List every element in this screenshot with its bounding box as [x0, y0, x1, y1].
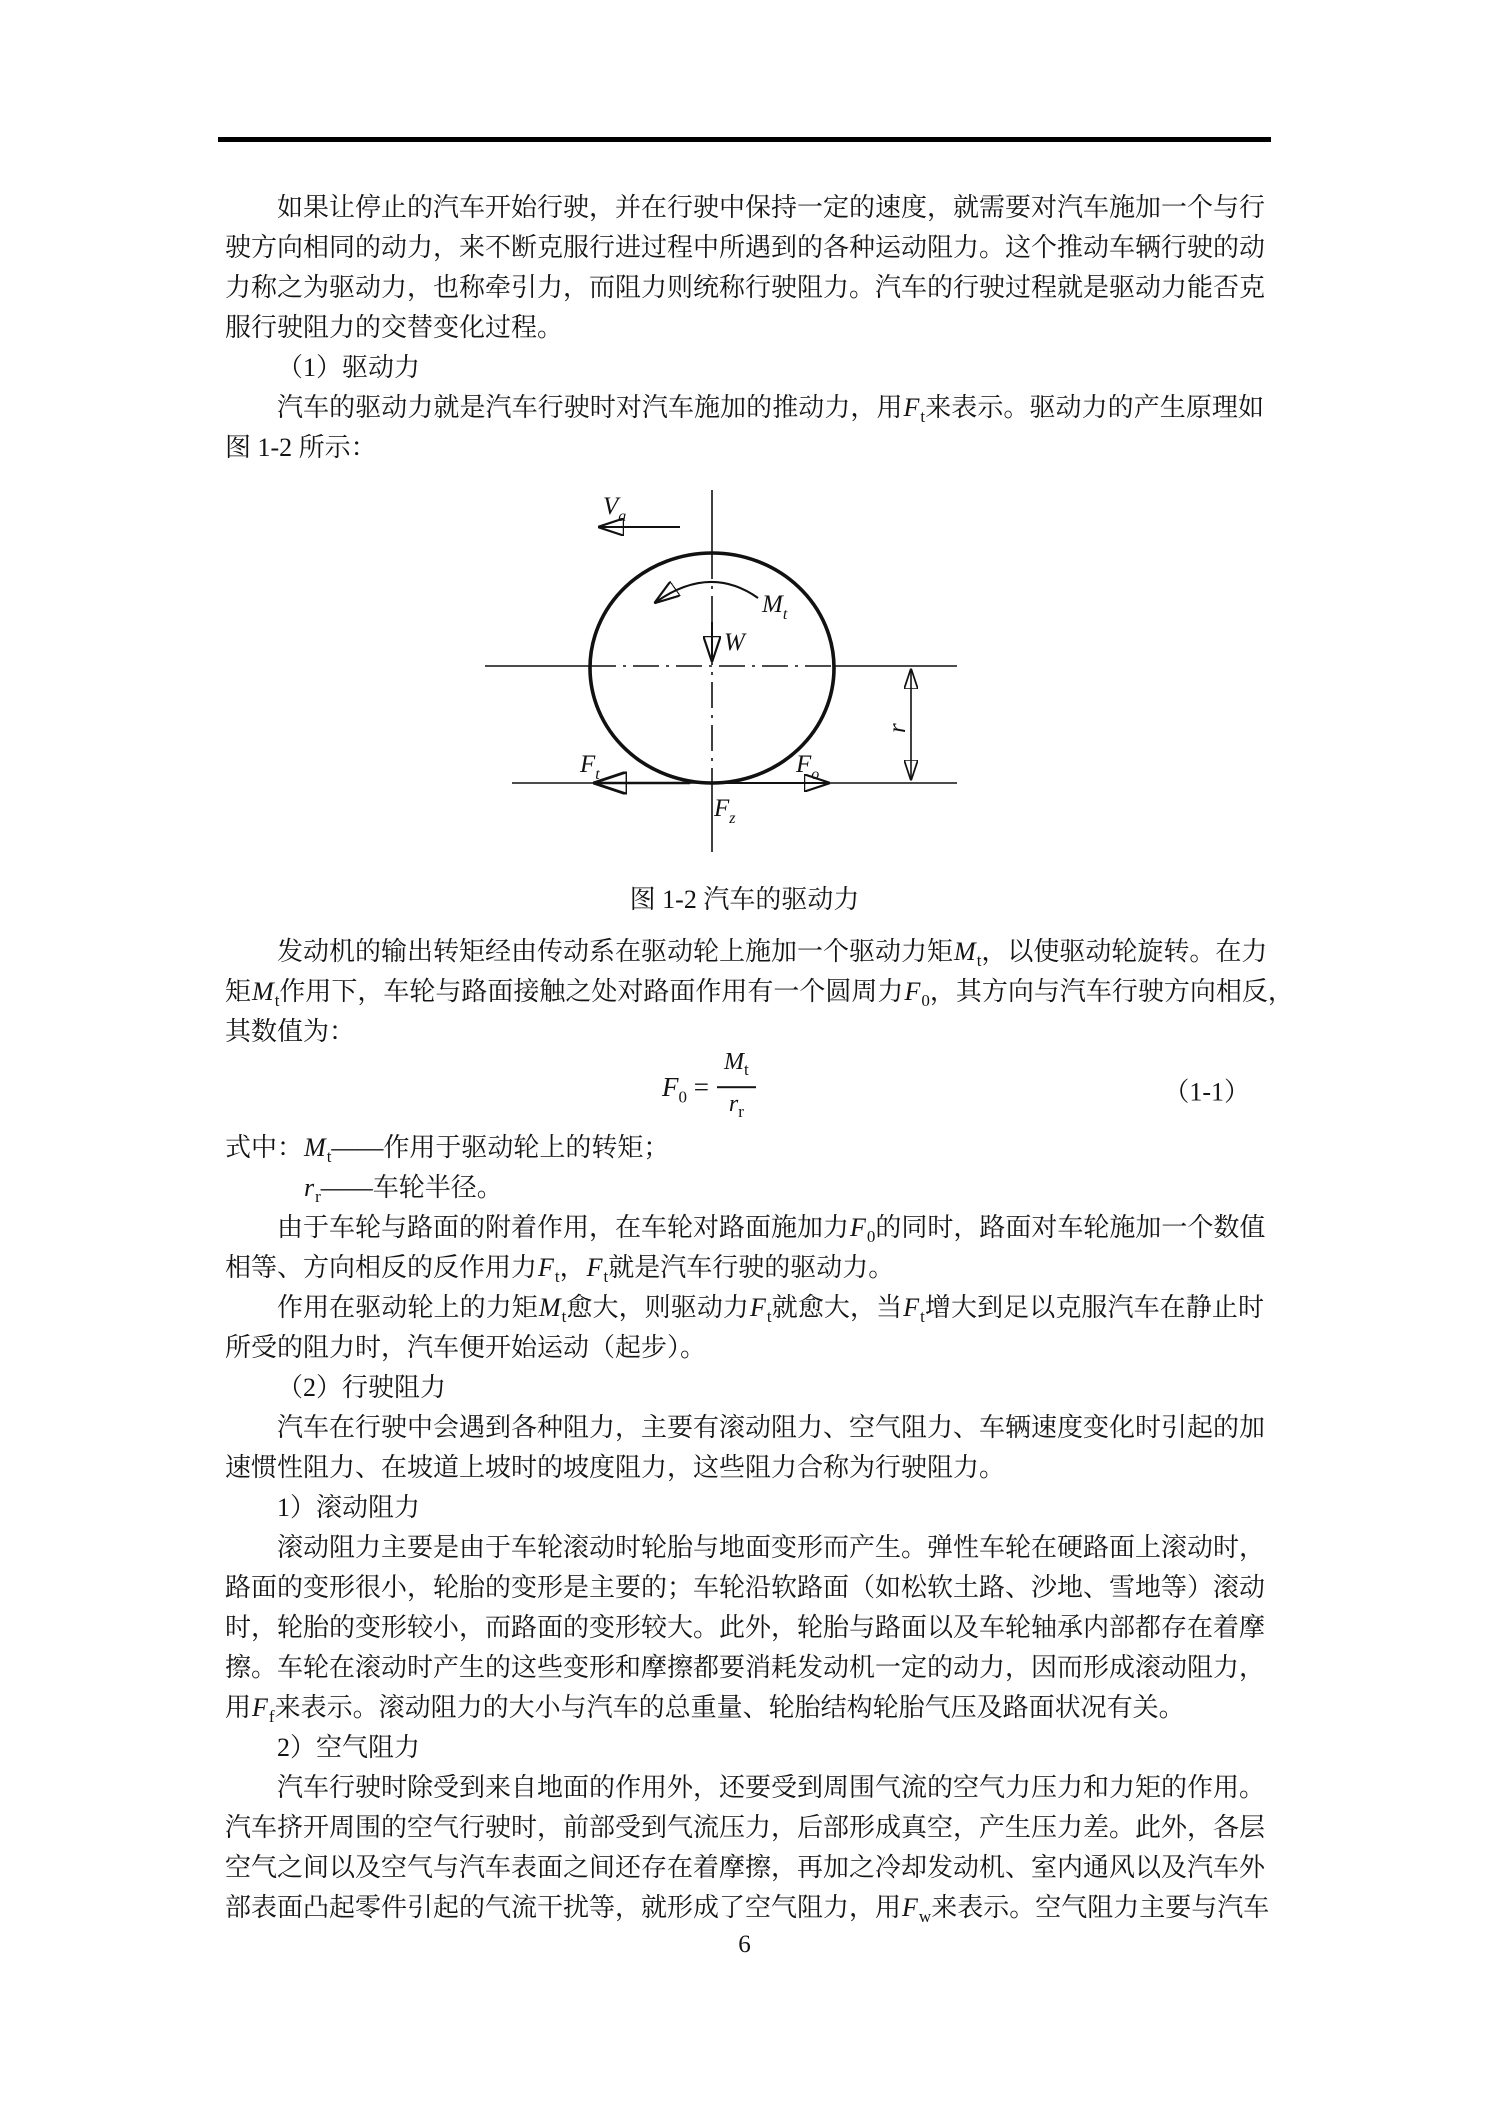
text-line: 擦。车轮在滚动时产生的这些变形和摩擦都要消耗发动机一定的动力，因而形成滚动阻力， [225, 1653, 1266, 1682]
text-line: 其数值为： [225, 1017, 356, 1046]
text-line: 路面的变形很小，轮胎的变形是主要的；车轮沿软路面（如松软土路、沙地、雪地等）滚动 [225, 1573, 1266, 1602]
text-line: 速惯性阻力、在坡道上坡时的坡度阻力，这些阻力合称为行驶阻力。 [225, 1453, 1006, 1482]
wheel-diagram-svg [390, 470, 1010, 870]
text-line: 图 1-2 所示： [225, 433, 377, 462]
text-line: 1）滚动阻力 [277, 1493, 421, 1522]
text-line: 汽车在行驶中会遇到各种阻力，主要有滚动阻力、空气阻力、车辆速度变化时引起的加 [277, 1413, 1266, 1442]
section-after-equation [225, 1128, 1270, 1928]
text-line: 汽车挤开周围的空气行驶时，前部受到气流压力，后部形成真空，产生压力差。此外，各层 [225, 1813, 1266, 1842]
paragraph [225, 1768, 1270, 1928]
section-after-caption [225, 932, 1294, 1052]
text-line: （1）驱动力 [277, 353, 421, 382]
document-body [225, 188, 1294, 1928]
text-line: 如果让停止的汽车开始行驶，并在行驶中保持一定的速度，就需要对汽车施加一个与行 [277, 193, 1266, 222]
fraction-numerator: $M_t$ [717, 1047, 756, 1088]
text-line: $r_r——$车轮半径。 [304, 1173, 503, 1207]
torque-arc-arrow [656, 582, 758, 602]
equation-number: （1-1） [1163, 1077, 1250, 1107]
text-line: 相等、方向相反的反作用力$F_t$，$F_t$就是汽车行驶的驱动力。 [225, 1253, 895, 1287]
paragraph [225, 388, 1264, 468]
r-label: r [884, 723, 911, 733]
paragraph [225, 1208, 1264, 1288]
text-line: 空气之间以及空气与汽车表面之间还存在着摩擦，再加之冷却发动机、室内通风以及汽车外 [225, 1853, 1266, 1882]
text-line: 所受的阻力时，汽车便开始运动（起步）。 [225, 1333, 707, 1362]
heading [225, 348, 1264, 388]
equation: $F_0$ = $\frac{M_t}{r_r}$ [662, 1050, 756, 1130]
f0-label: $F_o$ [796, 751, 820, 783]
heading [225, 1728, 1264, 1768]
header-rule [218, 137, 1271, 142]
text-line: 式中：$M_t——$作用于驱动轮上的转矩； [225, 1133, 670, 1167]
figure-wheel-diagram [225, 468, 1264, 880]
heading [225, 1488, 1264, 1528]
page-number: 6 [738, 1931, 751, 1958]
figure-caption: 图 1-2 汽车的驱动力 [629, 885, 860, 914]
heading [225, 1368, 1264, 1408]
section-before-figure [225, 188, 1264, 468]
va-label: $V_a$ [603, 493, 627, 525]
paragraph [225, 188, 1264, 348]
ft-label: $F_t$ [580, 751, 600, 783]
paragraph [225, 1288, 1264, 1368]
text-line: 汽车的驱动力就是汽车行驶时对汽车施加的推动力，用$F_t$来表示。驱动力的产生原理如 [277, 393, 1264, 427]
text-line: 用$F_f$来表示。滚动阻力的大小与汽车的总重量、轮胎结构轮胎气压及路面状况有关。 [225, 1693, 1185, 1727]
text-line: 发动机的输出转矩经由传动系在驱动轮上施加一个驱动力矩$M_t$，以使驱动轮旋转。在力 [277, 937, 1268, 971]
paragraph [225, 932, 1294, 1052]
text-line: 作用在驱动轮上的力矩$M_t$愈大，则驱动力$F_t$就愈大，当$F_t$增大到足以克服汽车在静止时 [277, 1293, 1264, 1327]
text-line: 矩$M_t$作用下，车轮与路面接触之处对路面作用有一个圆周力$F_0$，其方向与汽车行驶方向相反， [225, 977, 1294, 1011]
text-line: 服行驶阻力的交替变化过程。 [225, 313, 564, 342]
text-line: 驶方向相同的动力，来不断克服行进过程中所遇到的各种运动阻力。这个推动车辆行驶的动 [225, 233, 1266, 262]
equation-lhs: F [662, 1072, 679, 1103]
paragraph [225, 1408, 1264, 1488]
equation-row [225, 1049, 1264, 1128]
paragraph [225, 1128, 1264, 1208]
text-line: 滚动阻力主要是由于车轮滚动时轮胎与地面变形而产生。弹性车轮在硬路面上滚动时， [277, 1533, 1266, 1562]
paragraph [225, 1528, 1264, 1728]
fraction-denominator: $r_r$ [728, 1091, 744, 1121]
mt-label: $M_t$ [762, 591, 788, 623]
fz-label: $F_z$ [714, 795, 736, 827]
w-label: W [724, 629, 745, 656]
equals-sign: = [693, 1072, 709, 1103]
text-line: 时，轮胎的变形较小，而路面的变形较大。此外，轮胎与路面以及车轮轴承内部都存在着摩 [225, 1613, 1266, 1642]
spacer [225, 920, 1264, 932]
text-line: 由于车轮与路面的附着作用，在车轮对路面施加力$F_0$的同时，路面对车轮施加一个数值 [277, 1213, 1266, 1247]
text-line: 2）空气阻力 [277, 1733, 421, 1762]
text-line: （2）行驶阻力 [277, 1373, 447, 1402]
text-line: 汽车行驶时除受到来自地面的作用外，还要受到周围气流的空气力压力和力矩的作用。 [277, 1773, 1266, 1802]
text-line: 部表面凸起零件引起的气流干扰等，就形成了空气阻力，用$F_w$来表示。空气阻力主要与汽车 [225, 1893, 1270, 1927]
fraction [717, 1047, 756, 1127]
text-line: 力称之为驱动力，也称牵引力，而阻力则统称行驶阻力。汽车的行驶过程就是驱动力能否克 [225, 273, 1266, 302]
